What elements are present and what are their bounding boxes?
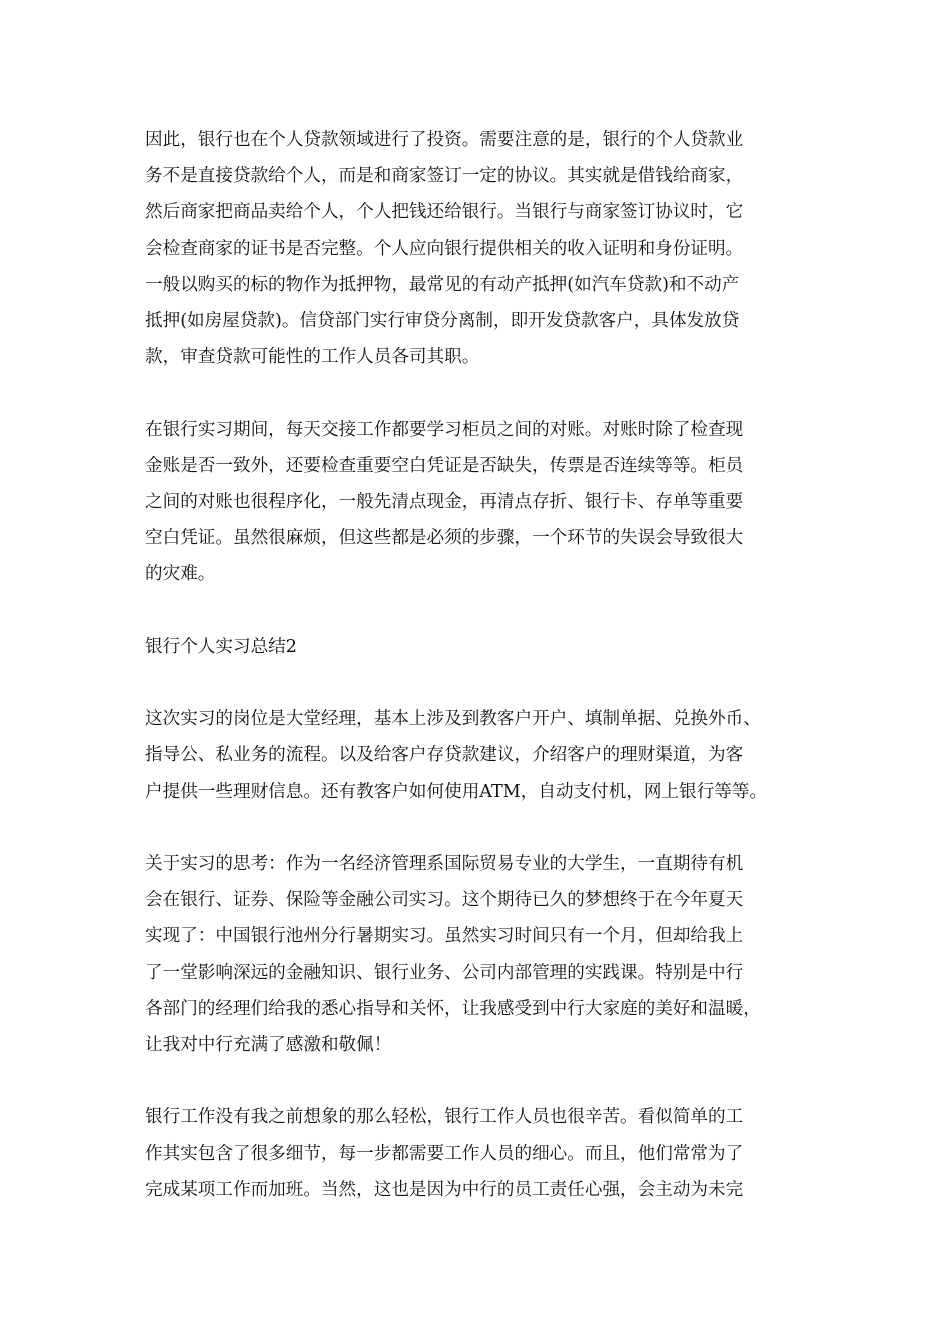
document-body <box>145 122 810 1244</box>
text-line: 各部门的经理们给我的悉心指导和关怀，让我感受到中行大家庭的美好和温暖， <box>145 998 761 1019</box>
text-line: 银行工作没有我之前想象的那么轻松，银行工作人员也很辛苦。看似简单的工 <box>145 1107 744 1128</box>
text-line: 抵押(如房屋贷款)。信贷部门实行审贷分离制，即开发贷款客户，具体发放贷 <box>145 311 740 332</box>
text-line: 因此，银行也在个人贷款领域进行了投资。需要注意的是，银行的个人贷款业 <box>145 130 744 150</box>
paragraph-lobby-manager <box>145 701 810 810</box>
text-line: 实现了：中国银行池州分行暑期实习。虽然实习时间只有一个月，但却给我上 <box>145 926 744 947</box>
paragraph-bank-work <box>145 1099 810 1208</box>
text-line: 作其实包含了很多细节，每一步都需要工作人员的细心。而且，他们常常为了 <box>145 1143 744 1164</box>
text-line: 金账是否一致外，还要检查重要空白凭证是否缺失，传票是否连续等等。柜员 <box>145 455 744 476</box>
section-heading: 银行个人实习总结2 <box>145 636 297 657</box>
text-line: 户提供一些理财信息。还有教客户如何使用ATM，自动支付机，网上银行等等。 <box>145 781 768 802</box>
text-line: 然后商家把商品卖给个人，个人把钱还给银行。当银行与商家签订协议时，它 <box>145 202 744 223</box>
text-line: 的灾难。 <box>145 564 216 585</box>
text-line: 这次实习的岗位是大堂经理，基本上涉及到教客户开户、填制单据、兑换外币、 <box>145 709 761 730</box>
text-line: 完成某项工作而加班。当然，这也是因为中行的员工责任心强，会主动为未完 <box>145 1179 744 1200</box>
text-line: 之间的对账也很程序化，一般先清点现金，再清点存折、银行卡、存单等重要 <box>145 492 744 513</box>
text-line: 空白凭证。虽然很麻烦，但这些都是必须的步骤，一个环节的失误会导致很大 <box>145 528 744 549</box>
text-line: 指导公、私业务的流程。以及给客户存贷款建议，介绍客户的理财渠道，为客 <box>145 745 744 766</box>
text-line: 一般以购买的标的物作为抵押物，最常见的有动产抵押(如汽车贷款)和不动产 <box>145 274 740 295</box>
text-line: 了一堂影响深远的金融知识、银行业务、公司内部管理的实践课。特别是中行 <box>145 962 744 983</box>
paragraph-personal-loans <box>145 122 810 375</box>
text-line: 会检查商家的证书是否完整。个人应向银行提供相关的收入证明和身份证明。 <box>145 238 744 259</box>
text-line: 在银行实习期间，每天交接工作都要学习柜员之间的对账。对账时除了检查现 <box>145 419 744 440</box>
text-line: 会在银行、证券、保险等金融公司实习。这个期待已久的梦想终于在今年夏天 <box>145 890 744 911</box>
paragraph-reflection <box>145 846 810 1063</box>
text-line: 关于实习的思考：作为一名经济管理系国际贸易专业的大学生，一直期待有机 <box>145 854 744 874</box>
text-line: 务不是直接贷款给个人，而是和商家签订一定的协议。其实就是借钱给商家， <box>145 166 744 187</box>
text-line: 让我对中行充满了感激和敬佩！ <box>145 1035 392 1056</box>
paragraph-teller-reconciliation <box>145 412 810 593</box>
text-line: 款，审查贷款可能性的工作人员各司其职。 <box>145 347 480 368</box>
